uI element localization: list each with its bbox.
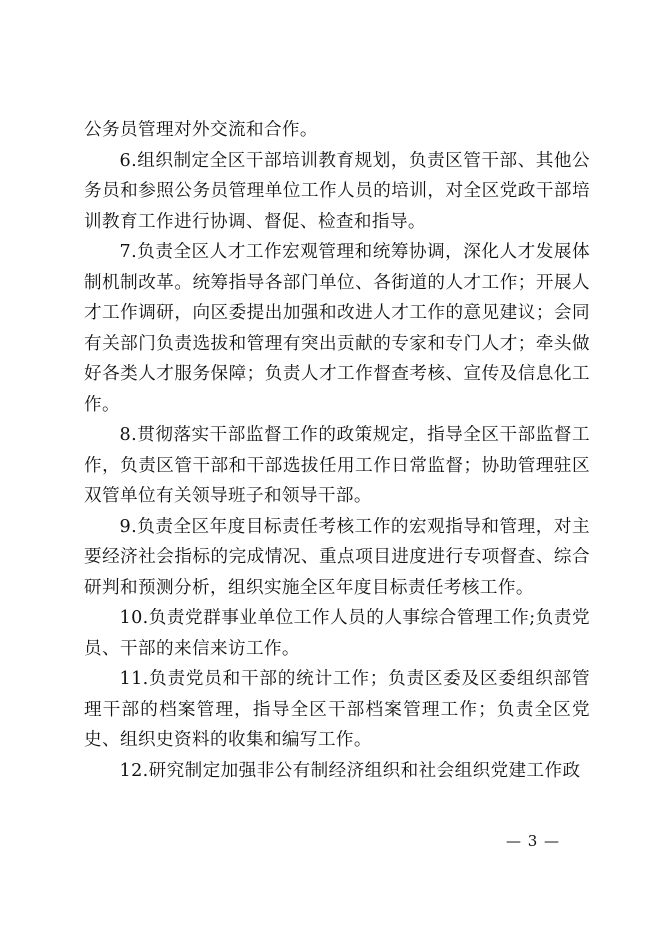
paragraph-item-6: 6.组织制定全区干部培训教育规划，负责区管干部、其他公务员和参照公务员管理单位工作人员的培训，对全区党政干部培训教育工作进行协调、督促、检查和指导。: [84, 150, 590, 232]
paragraph-item-10: 10.负责党群事业单位工作人员的人事综合管理工作;负责党员、干部的来信来访工作。: [84, 608, 590, 659]
document-body: [84, 115, 590, 786]
page-number: — 3 —: [505, 832, 561, 850]
paragraph-item-8: 8.贯彻落实干部监督工作的政策规定，指导全区干部监督工作，负责区管干部和干部选拔任用工作日常监督；协助管理驻区双管单位有关领导班子和领导干部。: [84, 425, 590, 506]
paragraph-item-12: 12.研究制定加强非公有制经济组织和社会组织党建工作政: [119, 760, 581, 781]
paragraph-item-11: 11.负责党员和干部的统计工作；负责区委及区委组织部管理干部的档案管理，指导全区干部档案管理工作；负责全区党史、组织史资料的收集和编写工作。: [84, 669, 590, 750]
paragraph-item-7: 7.负责全区人才工作宏观管理和统筹协调，深化人才发展体制机制改革。统筹指导各部门单位、各街道的人才工作；开展人才工作调研，向区委提出加强和改进人才工作的意见建议；会同有关部门负责选拔和管理有突出贡献的专家和专门人才；牵头做好各类人才服务保障；负责人才工作督查考核、宣传及信息化工作。: [84, 242, 590, 415]
paragraph-item-9: 9.负责全区年度目标责任考核工作的宏观指导和管理，对主要经济社会指标的完成情况、重点项目进度进行专项督查、综合研判和预测分析，组织实施全区年度目标责任考核工作。: [84, 516, 590, 598]
paragraph-continuation: 公务员管理对外交流和合作。: [84, 120, 318, 140]
